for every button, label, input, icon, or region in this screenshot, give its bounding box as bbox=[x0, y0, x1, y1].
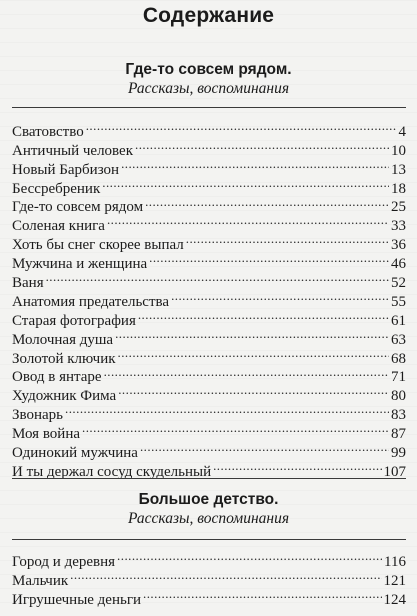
toc-entry-page-number: 52 bbox=[391, 275, 406, 292]
page-title: Содержание bbox=[142, 4, 275, 27]
dot-leader bbox=[118, 381, 389, 400]
dot-leader bbox=[186, 230, 389, 249]
toc-entry-page-number: 25 bbox=[391, 199, 406, 216]
toc-entry-title: Где-то совсем рядом bbox=[12, 199, 144, 216]
dot-leader bbox=[143, 585, 381, 604]
toc-entry-title: Звонарь bbox=[12, 407, 64, 424]
toc-entry-title: Мальчик bbox=[12, 572, 69, 589]
toc-entry-title: Соленая книга bbox=[12, 218, 105, 235]
dot-leader bbox=[70, 566, 381, 585]
toc-entry bbox=[12, 400, 406, 424]
toc-entry-title: Бессребреник bbox=[12, 180, 101, 197]
toc-entry-title: Античный человек bbox=[12, 142, 133, 159]
toc-entry-page-number: 33 bbox=[391, 218, 406, 235]
dot-leader bbox=[149, 249, 389, 268]
toc-entry-page-number: 107 bbox=[383, 463, 406, 480]
toc-entry-page-number: 55 bbox=[391, 293, 406, 310]
dot-leader bbox=[138, 306, 389, 325]
toc-entry bbox=[12, 268, 406, 292]
toc-entry-page-number: 121 bbox=[383, 572, 406, 589]
dot-leader bbox=[171, 287, 389, 306]
toc-entry bbox=[12, 117, 406, 140]
toc-entry-page-number: 63 bbox=[391, 331, 406, 348]
dot-leader bbox=[107, 211, 389, 230]
toc-entry-page-number: 10 bbox=[391, 142, 406, 159]
toc-entry-title: Новый Барбизон bbox=[12, 161, 120, 178]
toc-entry-page-number: 87 bbox=[391, 426, 406, 443]
toc-entry bbox=[12, 287, 406, 310]
dot-leader bbox=[121, 155, 389, 174]
toc-entry-page-number: 68 bbox=[391, 350, 406, 367]
dot-leader bbox=[102, 174, 389, 193]
toc-entry-page-number: 83 bbox=[391, 407, 406, 424]
toc-entry-page-number: 36 bbox=[391, 237, 406, 254]
toc-entry-title: Молочная душа bbox=[12, 331, 114, 348]
toc-entry bbox=[12, 419, 406, 443]
toc-entry bbox=[12, 547, 406, 570]
section-title: Где-то совсем рядом. bbox=[125, 61, 292, 78]
dot-leader bbox=[65, 400, 389, 419]
toc-entry-page-number: 61 bbox=[391, 312, 406, 329]
dot-leader bbox=[86, 117, 397, 136]
section-title: Большое детство. bbox=[138, 491, 279, 508]
toc-entry-title: Хоть бы снег скорее выпал bbox=[12, 237, 184, 254]
toc-entry-page-number: 13 bbox=[391, 161, 406, 178]
section-divider bbox=[12, 478, 406, 479]
toc-entry-title: Анатомия предательства bbox=[12, 293, 170, 310]
dot-leader bbox=[140, 438, 389, 457]
dot-leader bbox=[118, 344, 389, 363]
toc-entry-page-number: 116 bbox=[384, 553, 406, 570]
toc-entry-title: Золотой ключик bbox=[12, 350, 116, 367]
section-heading bbox=[0, 491, 417, 528]
toc-entry-page-number: 124 bbox=[383, 591, 406, 608]
toc-entry-list bbox=[12, 117, 406, 480]
section-subtitle: Рассказы, воспоминания bbox=[127, 510, 290, 527]
toc-entry-page-number: 80 bbox=[391, 388, 406, 405]
toc-entry-title: Одинокий мужчина bbox=[12, 445, 138, 462]
toc-entry-title: Ваня bbox=[12, 275, 44, 292]
toc-entry-list bbox=[12, 547, 406, 608]
dot-leader bbox=[115, 325, 389, 344]
toc-entry-title: Овод в янтаре bbox=[12, 369, 102, 386]
toc-entry-title: И ты держал сосуд скудельный bbox=[12, 463, 212, 480]
toc-entry-title: Художник Фима bbox=[12, 388, 117, 405]
dot-leader bbox=[213, 457, 381, 476]
toc-entry-title: Город и деревня bbox=[12, 553, 116, 570]
toc-entry-title: Сватовство bbox=[12, 123, 84, 140]
dot-leader bbox=[46, 268, 389, 287]
toc-entry-page-number: 71 bbox=[391, 369, 406, 386]
toc-entry-title: Старая фотография bbox=[12, 312, 136, 329]
dot-leader bbox=[145, 193, 389, 212]
toc-entry bbox=[12, 566, 406, 589]
section-divider bbox=[12, 107, 406, 108]
dot-leader bbox=[104, 363, 389, 382]
toc-entry bbox=[12, 585, 406, 608]
toc-entry-page-number: 99 bbox=[391, 445, 406, 462]
dot-leader bbox=[135, 136, 389, 155]
toc-entry-page-number: 18 bbox=[391, 180, 406, 197]
dot-leader bbox=[82, 419, 389, 438]
dot-leader bbox=[117, 547, 382, 566]
toc-entry-title: Мужчина и женщина bbox=[12, 256, 148, 273]
toc-entry-title: Игрушечные деньги bbox=[12, 591, 142, 608]
section-heading bbox=[0, 61, 417, 98]
section-divider bbox=[12, 539, 406, 540]
section-subtitle: Рассказы, воспоминания bbox=[127, 80, 290, 97]
toc-entry-page-number: 46 bbox=[391, 256, 406, 273]
toc-entry-page-number: 4 bbox=[398, 123, 406, 140]
toc-entry-title: Моя война bbox=[12, 426, 81, 443]
